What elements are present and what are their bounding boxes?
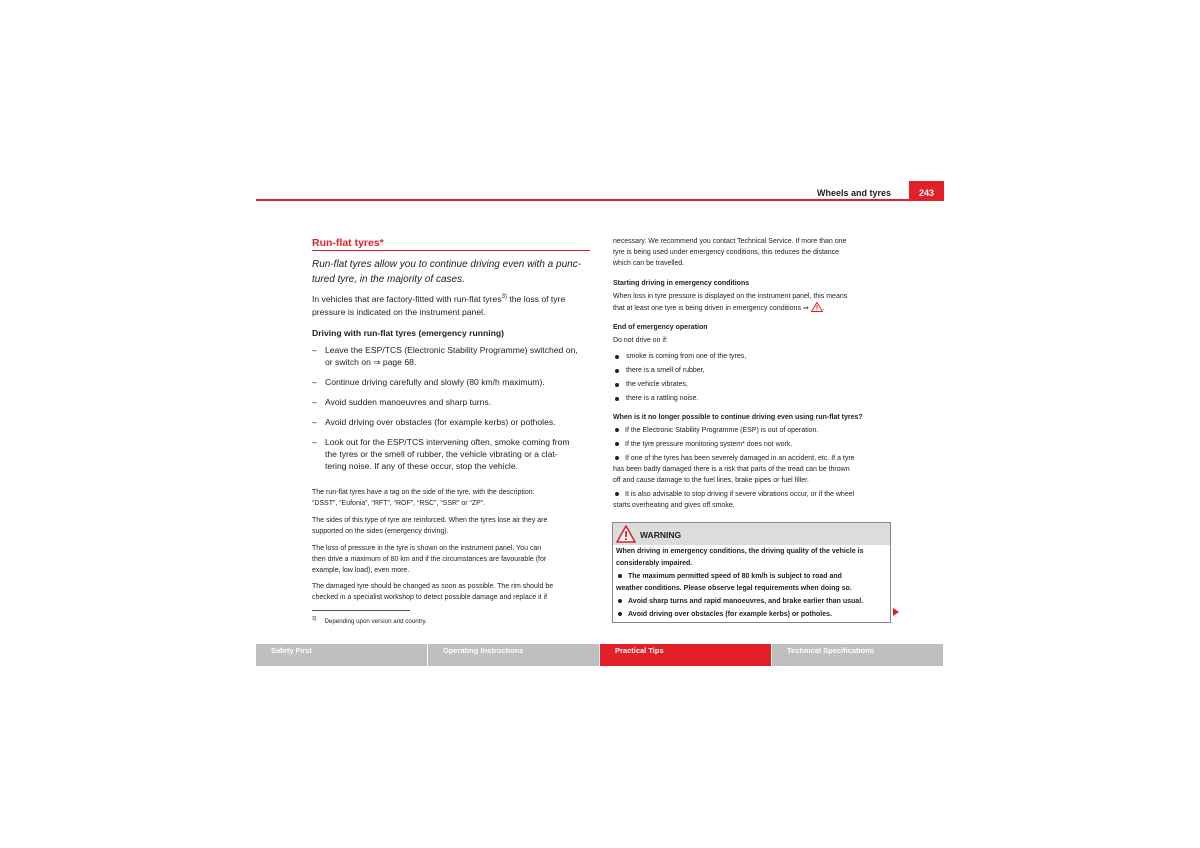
step-item — [312, 416, 590, 428]
paragraph-line: “DSST”, “Eufonia”, “RFT”, “ROF”, “RSC”, “SSR” or “ZP”. — [312, 500, 486, 507]
paragraph-line: checked in a specialist workshop to detect possible damage and replace it if — [312, 594, 548, 601]
list-item-text: smoke is coming from one of the tyres, — [626, 353, 747, 360]
paragraph — [613, 291, 892, 314]
intro-line: Run-flat tyres allow you to continue driving even with a punc- — [312, 259, 582, 270]
paragraph-line: When loss in tyre pressure is displayed on the instrument panel, this means — [613, 293, 848, 300]
heading-rule — [312, 250, 590, 251]
step-item — [312, 436, 590, 473]
footnote-ref[interactable]: 3) — [501, 294, 507, 300]
subheading-end-of-emergency: End of emergency operation — [613, 324, 708, 331]
subheading-no-longer-possible: When is it no longer possible to continue driving even using run-flat tyres? — [613, 414, 863, 421]
warning-item — [616, 609, 889, 621]
step-line: Continue driving carefully and slowly (80 km/h maximum). — [325, 377, 545, 387]
dash-marker: – — [312, 397, 317, 407]
warning-item-text: The maximum permitted speed of 80 km/h is subject to road and — [628, 573, 842, 580]
bullet-dot — [615, 442, 619, 446]
list-item-text: If the Electronic Stability Programme (ESP) is out of operation. — [625, 427, 819, 434]
small-paragraph — [312, 487, 590, 509]
step-line-link[interactable]: or switch on ⇒ page 68. — [325, 357, 417, 368]
page-number: 243 — [909, 181, 944, 201]
header-rule — [256, 199, 944, 201]
footnote-rule — [312, 610, 410, 611]
list-item — [613, 365, 892, 376]
step-line: Avoid sudden manoeuvres and sharp turns. — [325, 397, 492, 407]
step-line: tering noise. If any of these occur, stop the vehicle. — [325, 461, 518, 472]
paragraph-line: pressure is indicated on the instrument panel. — [312, 306, 486, 317]
warning-item — [616, 596, 889, 608]
list-item-text: there is a smell of rubber, — [626, 367, 705, 374]
footnote-text: Depending upon version and country. — [324, 618, 427, 625]
paragraph-line: that at least one tyre is being driven in emergency conditions ⇒ . — [613, 302, 892, 314]
list-item-text: the vehicle vibrates, — [626, 381, 688, 388]
paragraph-line: The loss of pressure in the tyre is shown on the instrument panel. You can — [312, 545, 542, 552]
step-line: Leave the ESP/TCS (Electronic Stability Programme) switched on, — [325, 345, 578, 355]
list-item — [613, 439, 892, 450]
bullet-dot — [615, 428, 619, 432]
paragraph-line: then drive a maximum of 80 km and if the circumstances are favourable (for — [312, 556, 547, 563]
bullet-dot — [615, 369, 619, 373]
paragraph-line: tyre is being used under emergency conditions, this reduces the distance — [613, 249, 840, 257]
warning-item-text: Avoid sharp turns and rapid manoeuvres, and brake earlier than usual. — [628, 598, 864, 605]
warning-line: considerably impaired. — [616, 559, 693, 567]
intro-text — [312, 257, 590, 287]
list-item — [613, 453, 892, 486]
dash-marker: – — [312, 345, 317, 355]
list-item-line: starts overheating and gives off smoke. — [613, 502, 735, 509]
bullet-dot — [615, 355, 619, 359]
paragraph-line — [312, 293, 590, 306]
subheading-emergency-running: Driving with run-flat tyres (emergency running) — [312, 328, 504, 338]
warning-line — [616, 571, 889, 583]
paragraph: Do not drive on if: — [613, 337, 668, 344]
warning-text — [616, 546, 889, 569]
tab-operating-instructions[interactable]: Operating Instructions — [428, 644, 599, 666]
bullet-dot — [615, 383, 619, 387]
paragraph-line: The damaged tyre should be changed as soon as possible. The rim should be — [312, 583, 554, 590]
list-item-text: If the tyre pressure monitoring system* does not work. — [625, 441, 793, 448]
warning-triangle-icon — [616, 525, 636, 543]
bullet-dot — [618, 574, 622, 578]
dash-marker: – — [312, 377, 317, 387]
small-paragraph — [312, 581, 590, 603]
paragraph-line: The run-flat tyres have a tag on the side of the tyre, with the description: — [312, 489, 535, 496]
section-heading: Run-flat tyres* — [312, 237, 384, 249]
list-item — [613, 425, 892, 436]
tab-technical-specifications[interactable]: Technical Specifications — [772, 644, 943, 666]
paragraph-line: which can be travelled. — [613, 260, 685, 268]
intro-line: tured tyre, in the majority of cases. — [312, 274, 465, 285]
step-line: Avoid driving over obstacles (for example kerbs) or potholes. — [325, 417, 556, 427]
bullet-dot — [618, 612, 622, 616]
paragraph-line: supported on the sides (emergency driving). — [312, 528, 449, 535]
step-item — [312, 344, 590, 368]
bullet-dot — [615, 492, 619, 496]
small-paragraph — [312, 543, 590, 576]
continue-arrow-icon — [893, 608, 899, 616]
tab-practical-tips[interactable]: Practical Tips — [600, 644, 771, 666]
list-item — [613, 393, 892, 404]
warning-item-text: Avoid driving over obstacles (for example kerbs) or potholes. — [628, 611, 832, 618]
footnote — [312, 618, 590, 625]
list-item-line: has been badly damaged there is a risk that parts of the tread can be thrown — [613, 466, 850, 473]
warning-title: WARNING — [640, 530, 682, 540]
paragraph — [312, 293, 590, 318]
bullet-dot — [615, 456, 619, 460]
dash-marker: – — [312, 417, 317, 427]
step-line: Look out for the ESP/TCS intervening often, smoke coming from — [325, 437, 570, 447]
warning-line: When driving in emergency conditions, the driving quality of the vehicle is — [616, 548, 864, 555]
list-item-text: If one of the tyres has been severely damaged in an accident, etc. If a tyre — [625, 455, 855, 462]
footnote-mark: 3) — [312, 616, 317, 622]
paragraph-line: example, low load), even more. — [312, 567, 410, 574]
warning-line: weather conditions. Please observe legal requirements when doing so. — [616, 584, 852, 592]
continued-paragraph — [613, 236, 892, 270]
list-item-line — [613, 489, 892, 500]
tab-safety-first[interactable]: Safety First — [256, 644, 427, 666]
step-item — [312, 396, 590, 408]
text-span: that at least one tyre is being driven in emergency conditions ⇒ — [613, 305, 809, 313]
subheading-starting-driving: Starting driving in emergency conditions — [613, 280, 750, 287]
small-paragraph — [312, 515, 590, 537]
step-line: the tyres or the smell of rubber, the vehicle vibrating or a clat- — [325, 449, 558, 460]
list-item — [613, 489, 892, 511]
step-item — [312, 376, 590, 388]
list-item — [613, 351, 892, 362]
dash-marker: – — [312, 437, 317, 447]
warning-item — [616, 571, 889, 594]
warning-triangle-icon[interactable] — [811, 302, 823, 312]
list-item-line — [613, 453, 892, 464]
list-item-text: It is also advisable to stop driving if severe vibrations occur, or if the wheel — [625, 491, 855, 498]
section-title: Wheels and tyres — [816, 188, 891, 198]
bullet-dot — [618, 599, 622, 603]
list-item — [613, 379, 892, 390]
list-item-text: there is a rattling noise. — [626, 395, 699, 402]
text-span: In vehicles that are factory-fitted with run-flat tyres — [312, 294, 502, 304]
list-item-line: off and cause damage to the fuel lines, brake pipes or fuel filler. — [613, 477, 809, 484]
text-span: the loss of tyre — [506, 294, 566, 304]
paragraph-line: necessary. We recommend you contact Technical Service. If more than one — [613, 238, 847, 245]
paragraph-line: The sides of this type of tyre are reinforced. When the tyres lose air they are — [312, 517, 548, 524]
bullet-dot — [615, 397, 619, 401]
